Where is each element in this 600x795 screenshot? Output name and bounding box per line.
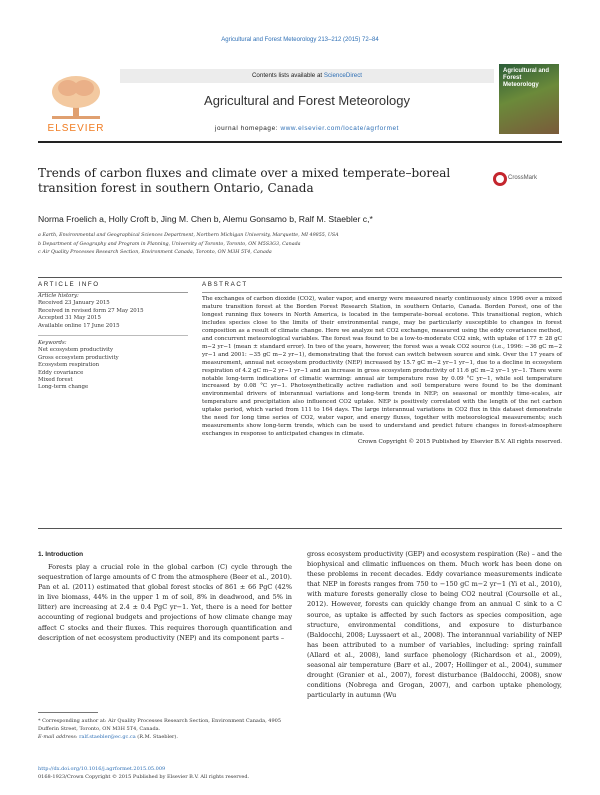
history-online: Available online 17 June 2015 bbox=[38, 322, 120, 329]
author-list: Norma Froelich a, Holly Croft b, Jing M. Chen b, Alemu Gonsamo b, Ralf M. Staebler c,* bbox=[38, 214, 373, 224]
footnote-rule bbox=[38, 712, 98, 713]
abstract-text: The exchanges of carbon dioxide (CO2), water vapor, and energy were measured nearly continuously since 1996 over a mixed mature transition forest at the Borden Forest Research Station, in southern Ontario, Canada. Borden Forest, one of the longest running flux towers in North America, is located in the temperate–boreal ecotone. This transitional region, which includes species close to the limits of their environmental range, may be particularly susceptible to changes in forest composition as a result of climate change. Here we analyze net CO2 exchange, measured using the eddy covariance method, and concurrent meteorological variables. The forest was found to be a low-to-moderate CO2 sink, with uptake of 177 ± 28 gC m−2 yr−1 (mean ± standard error). In two of the years, however, the forest was a weak CO2 source (i.e., 1996: −36 gC m−2 yr−1 and 2001: −35 gC m−2 yr−1), demonstrating that the forest can switch between source and sink. Over the 17 years of measurement, annual net ecosystem productivity (NEP) increased by 15.7 gC m−2 yr−1 yr−1, due to a decline in ecosystem respiration of 4.2 gC m−2 yr−1 yr−1 and an increase in gross ecosystem productivity of 11.6 gC m−2 yr−1 yr−1. There were notable long-term indications of climatic warming: annual air temperature rose by 0.09 °C yr−1, while soil temperature increased by 0.08 °C yr−1. Photosynthetically active radiation and soil temperature were found to be the dominant environmental drivers of interannual variations and long-term trends in NEP; on seasonal or monthly time-scales, air temperature and precipitation also influenced CO2 uptake. NEP is positively correlated with the length of the net carbon uptake period, which varied from 111 to 164 days. The large interannual variations in CO2 flux in this dataset demonstrate the need for long time series of CO2, water vapor, and energy fluxes, together with meteorological measurements; such measurements show long-term trends, which can be used to understand and predict future changes in forest-atmosphere exchanges in response to anticipated changes in climate. bbox=[202, 296, 562, 438]
keyword: Gross ecosystem productivity bbox=[38, 354, 119, 361]
divider bbox=[38, 277, 562, 278]
journal-homepage bbox=[120, 125, 494, 132]
homepage-link[interactable]: www.elsevier.com/locate/agrformet bbox=[280, 125, 400, 132]
elsevier-tree-icon bbox=[48, 74, 104, 120]
header-rule bbox=[38, 141, 562, 143]
divider bbox=[38, 528, 562, 529]
affiliations bbox=[38, 232, 562, 258]
footnote bbox=[38, 717, 292, 741]
corresponding-author-note: * Corresponding author at: Air Quality Processes Research Section, Environment Canada, 4905 Dufferin Street, Toronto, ON M3H 5T4, Canada. bbox=[38, 718, 281, 732]
keyword: Mixed forest bbox=[38, 377, 73, 384]
abstract bbox=[202, 296, 562, 447]
doi-link[interactable]: http://dx.doi.org/10.1016/j.agrformet.2015.05.009 bbox=[38, 766, 166, 772]
crossmark-label[interactable]: CrossMark bbox=[508, 175, 538, 181]
affiliation-c: c Air Quality Processes Research Section, Environment Canada, Toronto, ON M3H 5T4, Canada bbox=[38, 250, 272, 255]
keywords-label: Keywords: bbox=[38, 340, 67, 347]
publisher-name: ELSEVIER bbox=[47, 123, 105, 134]
article-info bbox=[38, 293, 188, 392]
email-link[interactable]: ralf.staebler@ec.gc.ca bbox=[79, 734, 136, 740]
homepage-prefix: journal homepage: bbox=[214, 125, 281, 132]
intro-left-column: Forests play a crucial role in the global carbon (C) cycle through the sequestration of large amounts of C from the atmosphere (Beer et al., 2010). Pan et al. (2011) estimated that global forest stocks of 861 ± 66 PgC (42% in live biomass, 44% in the upper 1 m of soil, 8% in deadwood, and 5% in litter) are increasing at 2.4 ± 0.4 PgC yr−1. Yet, there is a need for better accounting of regional budgets and projections of how climate change may affect C stocks and their fluxes. This requires thorough quantification and description of net ecosystem productivity (NEP) and its component parts – bbox=[38, 563, 292, 642]
journal-name: Agricultural and Forest Meteorology bbox=[204, 93, 410, 108]
section-heading-introduction: 1. Introduction bbox=[38, 551, 84, 558]
divider bbox=[38, 335, 188, 336]
keyword: Long-term change bbox=[38, 384, 89, 391]
abstract-copyright: Crown Copyright © 2015 Published by Elsevier B.V. All rights reserved. bbox=[357, 439, 562, 446]
keyword: Eddy covariance bbox=[38, 369, 84, 376]
article-title: Trends of carbon fluxes and climate over a mixed temperate–boreal transition forest in southern Ontario, Canada bbox=[38, 166, 451, 195]
keyword: Net ecosystem productivity bbox=[38, 347, 114, 354]
history-label: Article history: bbox=[38, 293, 79, 299]
issn-copyright: 0168-1923/Crown Copyright © 2015 Published by Elsevier B.V. All rights reserved. bbox=[38, 774, 250, 780]
history-received: Received 23 January 2015 bbox=[38, 300, 110, 307]
email-line bbox=[38, 733, 292, 741]
intro-right-column: gross ecosystem productivity (GEP) and ecosystem respiration (Re) – and the biophysical and climatic influences on them. Much work has been done on these problems in recent decades. Eddy covariance measurements indicate that NEP in forests ranges from 750 to −150 gC m−2 yr−1 (Yi et al., 2010), with mature forests generally close to being CO2 neutral (Coursolle et al., 2012). However, forests can quickly change from an annual C sink to a C source, as uptake is affected by such factors as species composition, age structure, environmental conditions, and exposure to disturbance (Baldocchi, 2008; Luyssaert et al., 2008). The interannual variability of NEP has been attributed to a number of variables, including: spring rainfall (Allard et al., 2008), land surface phenology (Richardson et al., 2009), seasonal air temperature (Barr et al., 2007; Hollinger et al., 2004), summer drought (Granier et al., 2007), forest disturbance (Baldocchi, 2008), snow conditions (Nobrega and Grogan, 2007), and carbon uptake phenology, particularly in autumn (Wu bbox=[307, 550, 562, 700]
keyword: Ecosystem respiration bbox=[38, 362, 100, 369]
history-revised: Received in revised form 27 May 2015 bbox=[38, 307, 144, 314]
page-footer bbox=[38, 765, 338, 781]
crossmark-icon[interactable] bbox=[493, 172, 507, 186]
divider bbox=[202, 292, 562, 293]
affiliation-a: a Earth, Environmental and Geographical Sciences Department, Northern Michigan University, Marquette, MI 49855, USA bbox=[38, 233, 339, 238]
affiliation-b: b Department of Geography and Program in Planning, University of Toronto, Toronto, ON M5S3G3, Canada bbox=[38, 241, 301, 247]
journal-cover-image bbox=[499, 64, 559, 134]
cover-title: Agricultural and Forest Meteorology bbox=[503, 68, 550, 88]
email-suffix: (R.M. Staebler). bbox=[135, 734, 178, 740]
email-label: E-mail address: bbox=[38, 734, 78, 740]
contents-available bbox=[120, 72, 494, 79]
sciencedirect-link[interactable]: ScienceDirect bbox=[323, 72, 363, 79]
contents-prefix: Contents lists available at bbox=[251, 72, 324, 79]
history-accepted: Accepted 31 May 2015 bbox=[38, 315, 101, 322]
article-info-heading: ARTICLE INFO bbox=[38, 281, 100, 288]
abstract-heading: ABSTRACT bbox=[202, 281, 248, 288]
journal-citation[interactable]: Agricultural and Forest Meteorology 213–212 (2015) 72–84 bbox=[221, 37, 379, 43]
